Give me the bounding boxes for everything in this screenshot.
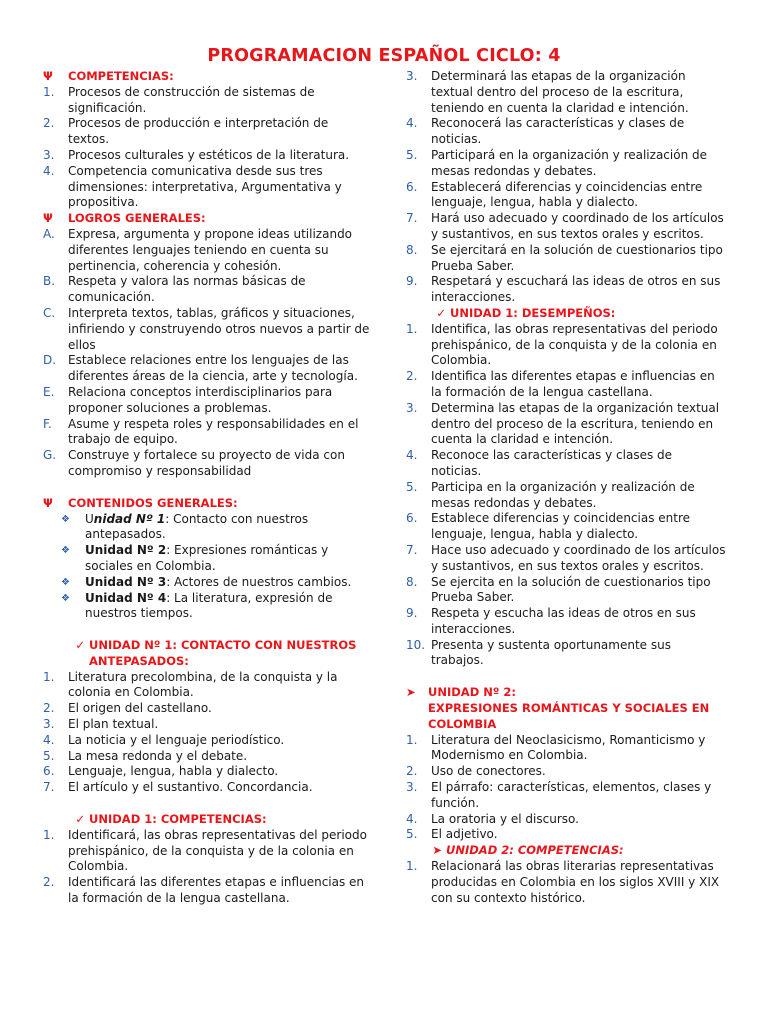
unidad2-competencias-heading: ➤ UNIDAD 2: COMPETENCIAS: (406, 843, 726, 859)
list-item: 1. Procesos de construcción de sistemas de significación. (43, 84, 315, 115)
list-item: 7. Hará uso adecuado y coordinado de los artículos y sustantivos, en sus textos orales y escritos. (406, 211, 724, 241)
list-item: ❖ Unidad Nº 2: Expresiones románticas y sociales en Colombia. (61, 543, 329, 573)
logros-heading: Ψ LOGROS GENERALES: (43, 211, 206, 226)
list-item: 7. El artículo y el sustantivo. Concordancia. (43, 780, 313, 795)
unidad1-heading: ✓ UNIDAD Nº 1: CONTACTO CON NUESTROS ANTEPASADOS: (43, 638, 370, 670)
list-item: E. Relaciona conceptos interdisciplinarios para proponer soluciones a problemas. (43, 384, 333, 415)
diamond-bullet-icon: ❖ (61, 513, 70, 525)
page-title: PROGRAMACION ESPAÑOL CICLO: 4 (207, 46, 561, 66)
unidad2-subheading: EXPRESIONES ROMÁNTICAS Y SOCIALES EN COLOMBIA (428, 701, 710, 731)
unidad2-heading: ➤ UNIDAD Nº 2: (406, 685, 516, 700)
list-item: ❖ Unidad Nº 3: Actores de nuestros cambios. (61, 574, 352, 589)
diamond-bullet-icon: ❖ (61, 592, 70, 604)
list-item: 5. Participará en la organización y realización de mesas redondas y debates. (406, 147, 707, 178)
list-item: 6. Establecerá diferencias y coincidencias entre lenguaje, lengua, habla y dialecto. (406, 179, 703, 210)
list-item: 10. Presenta y sustenta oportunamente sus trabajos. (406, 637, 671, 668)
psi-icon: Ψ (43, 211, 53, 226)
list-item: F. Asume y respeta roles y responsabilidades en el trabajo de equipo. (43, 416, 359, 447)
list-item: 4. Reconocerá las características y clases de noticias. (406, 116, 685, 147)
list-item: 7. Hace uso adecuado y coordinado de los artículos y sustantivos, en sus textos orales y escritos. (406, 542, 726, 573)
unidad1-competencias-heading: ✓ UNIDAD 1: COMPETENCIAS: (43, 812, 370, 828)
contenidos-heading: Ψ CONTENIDOS GENERALES: (43, 495, 238, 510)
diamond-bullet-icon: ❖ (61, 545, 70, 557)
list-item: 6. Establece diferencias y coincidencias entre lenguaje, lengua, habla y dialecto. (406, 511, 691, 542)
list-item: G. Construye y fortalece su proyecto de vida con compromiso y responsabilidad (43, 448, 345, 478)
arrow-icon: ➤ (406, 685, 416, 700)
list-item: 3. El párrafo: características, elementos, clases y función. (406, 780, 712, 810)
list-item: 1. Identificará, las obras representativas del periodo prehispánico, de la conquista y de la colonia en Colombia. (43, 827, 367, 874)
competencias-heading: Ψ COMPETENCIAS: (43, 69, 174, 83)
unidad1-desempenos-heading: ✓ UNIDAD 1: DESEMPEÑOS: (406, 306, 726, 322)
list-item: 4. La noticia y el lenguaje periodístico. (43, 732, 285, 747)
list-item: 4. Reconoce las características y clases de noticias. (406, 448, 673, 478)
list-item: C. Interpreta textos, tablas, gráficos y situaciones, infiriendo y construyendo otros nuevos a partir de ellos (43, 305, 370, 352)
list-item: 2. Uso de conectores. (406, 764, 546, 779)
list-item: 5. Participa en la organización y realización de mesas redondas y debates. (406, 479, 695, 510)
list-item: 3. Determina las etapas de la organización textual dentro del proceso de la escritura, teniendo en cuenta la claridad e intención. (406, 400, 720, 447)
check-icon: ✓ (75, 638, 85, 653)
list-item: 8. Se ejercita en la solución de cuestionarios tipo Prueba Saber. (406, 574, 711, 605)
list-item: 1. Literatura precolombina, de la conquista y la colonia en Colombia. (43, 669, 338, 700)
list-item: 1. Relacionará las obras literarias representativas producidas en Colombia en los siglos XVIII y XIX con su contexto histórico. (406, 859, 720, 905)
list-item: ❖ Unidad Nº 1: Contacto con nuestros antepasados. (61, 511, 309, 542)
list-item: 4. La oratoria y el discurso. (406, 811, 579, 826)
list-item: 1. Literatura del Neoclasicismo, Romanticismo y Modernismo en Colombia. (406, 732, 706, 763)
list-item: 9. Respetará y escuchará las ideas de otros en sus interacciones. (406, 274, 721, 305)
psi-icon: Ψ (43, 495, 53, 510)
list-item: 2. Identifica las diferentes etapas e influencias en la formación de la lengua castellana. (406, 369, 715, 399)
list-item: 2. Procesos de producción e interpretación de textos. (43, 116, 329, 147)
list-item: 5. El adjetivo. (406, 827, 498, 842)
list-item: 3. Procesos culturales y estéticos de la literatura. (43, 147, 350, 162)
list-item: 1. Identifica, las obras representativas del periodo prehispánico, de la conquista y de la colonia en Colombia. (406, 321, 718, 368)
list-item: 2. Identificará las diferentes etapas e influencias en la formación de la lengua castellana. (43, 875, 365, 906)
list-item: 5. La mesa redonda y el debate. (43, 748, 248, 763)
list-item: 9. Respeta y escucha las ideas de otros en sus interacciones. (406, 606, 696, 636)
list-item: B. Respeta y valora las normas básicas de comunicación. (43, 274, 306, 305)
psi-icon: Ψ (43, 69, 53, 83)
list-item: D. Establece relaciones entre los lenguajes de las diferentes áreas de la ciencia, arte y tecnología. (43, 353, 358, 384)
check-icon: ✓ (436, 305, 446, 320)
list-item: ❖ Unidad Nº 4: La literatura, expresión de nuestros tiempos. (61, 590, 333, 621)
diamond-bullet-icon: ❖ (61, 576, 70, 588)
list-item: 3. Determinará las etapas de la organización textual dentro del proceso de la escritura, teniendo en cuenta la claridad e intención. (406, 69, 689, 115)
list-item: 2. El origen del castellano. (43, 701, 212, 716)
left-column (43, 69, 370, 907)
right-column (406, 69, 726, 906)
list-item: 3. El plan textual. (43, 717, 159, 732)
list-item: A. Expresa, argumenta y propone ideas utilizando diferentes lenguajes teniendo en cuenta su pertinencia, coherencia y cohesión. (43, 226, 353, 273)
list-item: 6. Lenguaje, lengua, habla y dialecto. (43, 764, 279, 779)
list-item: 4. Competencia comunicativa desde sus tres dimensiones: interpretativa, Argumentativa y propositiva. (43, 163, 342, 210)
check-icon: ✓ (75, 812, 85, 827)
arrow-icon: ➤ (432, 843, 442, 858)
list-item: 8. Se ejercitará en la solución de cuestionarios tipo Prueba Saber. (406, 242, 723, 273)
